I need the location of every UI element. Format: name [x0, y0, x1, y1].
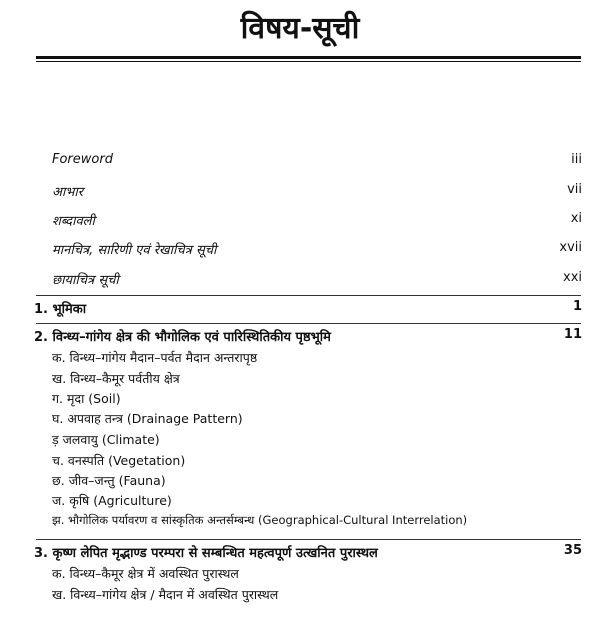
chapter-page: 1	[572, 299, 582, 314]
chapter-page: 11	[563, 327, 582, 342]
chapter-title: 2. विन्ध्य–गांगेय क्षेत्र की भौगोलिक एवं पारिस्थितिकीय पृष्ठभूमि	[34, 330, 331, 345]
subsection-item[interactable]: ज. कृषि (Agriculture)	[52, 493, 172, 508]
toc-entry-page: xxi	[563, 270, 582, 285]
toc-entry-label: Foreword	[52, 152, 113, 167]
subsection-item[interactable]: घ. अपवाह तन्त्र (Drainage Pattern)	[52, 411, 243, 426]
chapter-3[interactable]	[0, 543, 600, 563]
section-divider	[36, 539, 581, 540]
toc-entry-page: vii	[567, 182, 582, 197]
title-rule-thin	[36, 61, 581, 62]
chapter-title: 3. कृष्ण लेपित मृद्भाण्ड परम्परा से सम्बन्धित महत्वपूर्ण उत्खनित पुरास्थल	[34, 546, 378, 561]
toc-entry-shabdavali[interactable]	[0, 211, 600, 231]
toc-entry-page: xi	[570, 211, 582, 226]
section-divider	[36, 323, 581, 324]
toc-entry-page: iii	[571, 152, 582, 167]
chapter-page: 35	[563, 543, 582, 558]
page-title: विषय-सूची	[240, 11, 360, 46]
toc-entry-photos[interactable]	[0, 270, 600, 290]
chapter-2[interactable]	[0, 327, 600, 347]
toc-entry-label: मानचित्र, सारिणी एवं रेखाचित्र सूची	[52, 243, 217, 258]
subsection-item[interactable]: छ. जीव–जन्तु (Fauna)	[52, 473, 166, 488]
subsection-item[interactable]: ग. मृदा (Soil)	[52, 391, 121, 406]
subsection-item[interactable]: ख. विन्ध्य–गांगेय क्षेत्र / मैदान में अवस्थित पुरास्थल	[52, 587, 279, 602]
title-rule-thick	[36, 56, 581, 59]
toc-entry-label: शब्दावली	[52, 214, 95, 229]
toc-entry-foreword[interactable]	[0, 152, 600, 172]
chapter-title: 1. भूमिका	[34, 302, 87, 317]
subsection-item[interactable]: क. विन्ध्य–कैमूर क्षेत्र में अवस्थित पुरास्थल	[52, 566, 239, 581]
subsection-item[interactable]: ड़ जलवायु (Climate)	[52, 432, 160, 447]
subsection-item[interactable]: ख. विन्ध्य–कैमूर पर्वतीय क्षेत्र	[52, 371, 180, 386]
section-divider	[36, 295, 581, 296]
toc-entry-label: आभार	[52, 185, 84, 200]
toc-entry-aabhar[interactable]	[0, 182, 600, 202]
toc-entry-label: छायाचित्र सूची	[52, 273, 119, 288]
subsection-item[interactable]: च. वनस्पति (Vegetation)	[52, 453, 186, 468]
toc-entry-maps-tables[interactable]	[0, 240, 600, 260]
chapter-1[interactable]	[0, 299, 600, 319]
subsection-item[interactable]: झ. भौगोलिक पर्यावरण व सांस्कृतिक अन्तर्सम्बन्ध (Geographical-Cultural Interrelation)	[52, 513, 468, 527]
toc-entry-page: xvii	[559, 240, 582, 255]
subsection-item[interactable]: क. विन्ध्य–गांगेय मैदान–पर्वत मैदान अन्तरापृष्ठ	[52, 350, 258, 365]
